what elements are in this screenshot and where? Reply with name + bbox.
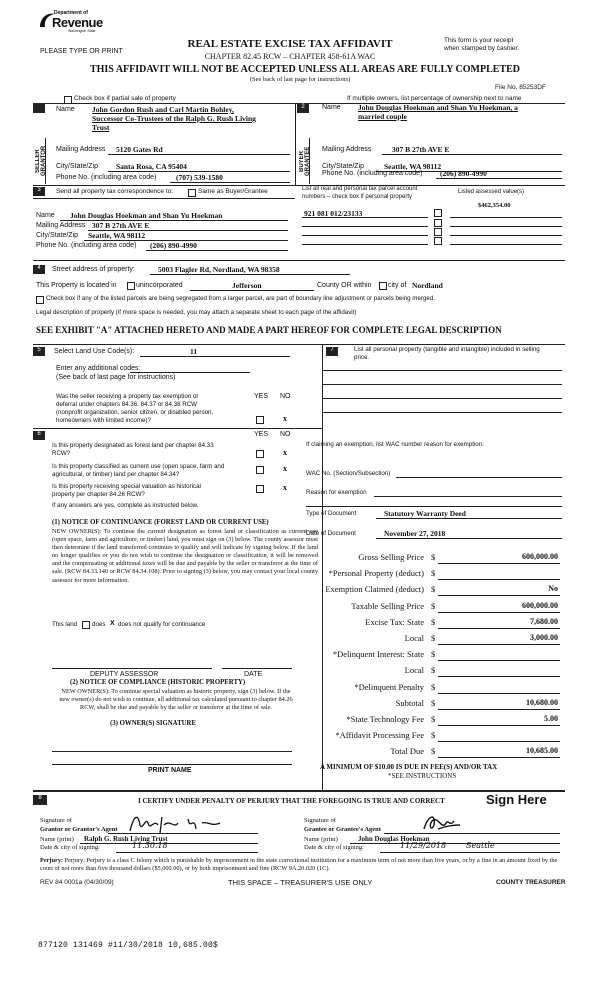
notice-compliance-title: (2) NOTICE OF COMPLIANCE (HISTORIC PROPERTY)	[70, 679, 246, 686]
seller-name-label: Name	[56, 106, 75, 113]
section-1-marker	[33, 104, 45, 113]
tax-row-dollar: $	[431, 746, 436, 756]
same-as-buyer-checkbox[interactable]	[188, 189, 196, 197]
does-label: does	[92, 621, 106, 628]
buyer-name-line-2: married couple	[358, 112, 407, 121]
tax-name-value: John Douglas Hoekman and Shan Yu Hoekman	[70, 211, 223, 220]
grantor-sig-label-1: Signature of	[40, 817, 72, 824]
grantee-date-value: 11/29/2018	[400, 841, 447, 850]
this-land-label: This land	[52, 621, 78, 628]
dor-logo	[38, 8, 103, 33]
print-name-label: PRINT NAME	[148, 767, 192, 774]
s5-q1-line-3: (nonprofit organization, senior citizen, or disabled person,	[56, 409, 214, 416]
s6-q1-yes-checkbox[interactable]	[256, 450, 264, 458]
logo-main-text: Revenue	[52, 15, 103, 30]
parcel-4-personal-checkbox[interactable]	[434, 237, 442, 245]
section-6-marker: 6	[33, 431, 45, 440]
seller-name-line-1: John Gordon Rush and Carl Martin Bohley,	[92, 105, 234, 114]
tax-row-label: Local	[404, 633, 424, 643]
tax-row-value: 10,680.00	[526, 698, 558, 707]
minimum-fee-line-1: A MINIMUM OF $10.00 IS DUE IN FEE(S) AND/OR TAX	[320, 763, 498, 771]
tax-row-label: Exemption Claimed (deduct)	[325, 584, 424, 594]
tax-row-value: 600,000.00	[522, 552, 558, 561]
revision-text: REV 84 0001a (04/30/09)	[40, 879, 114, 886]
buyer-grantee-label: BUYER GRANTEE	[299, 146, 311, 176]
perjury-text: Perjury: Perjury is a class C felony which is punishable by imprisonment in the state correctional institution for a maximum term of not more than five years, or by a fine in an amount fixed by the court of not more than five thousand dollars ($5,000.00), or by both imprisonment and fine (RCW 9A.20.020 (1C).	[40, 857, 558, 872]
tax-row-label: Subtotal	[395, 698, 424, 708]
tax-row-dollar: $	[431, 584, 436, 594]
parcel-header-2: numbers – check box if personal property	[302, 194, 413, 200]
tax-row-label: *Delinquent Penalty	[354, 682, 424, 692]
buyer-city-value: Seattle, WA 98112	[384, 162, 442, 171]
seller-name-line-2: Successor Co-Trustees of the Ralph G. Rush Living	[92, 114, 256, 123]
located-in-label: This Property is located in	[36, 282, 117, 289]
section6-yes-header: YES	[254, 431, 269, 438]
type-document-value: Statutory Warranty Deed	[384, 509, 466, 518]
buyer-name-label: Name	[322, 104, 341, 111]
minimum-fee-line-2: *SEE INSTRUCTIONS	[388, 772, 457, 780]
does-not-label: does not qualify for continuance	[118, 621, 206, 628]
receipt-line-1: This form is your receipt	[444, 37, 514, 44]
s6-q1-line-1: Is this property designated as forest land per chapter 84.33	[52, 442, 214, 449]
tax-row-dollar: $	[431, 633, 436, 643]
exhibit-text: SEE EXHIBIT "A" ATTACHED HERETO AND MADE A PART HEREOF FOR COMPLETE LEGAL DESCRIPTION	[36, 325, 502, 335]
receipt-line-2: when stamped by cashier.	[444, 45, 520, 52]
assessed-header: Listed assessed value(s)	[458, 189, 525, 195]
see-back-text: (See back of last page for instructions)	[249, 76, 351, 83]
county-treasurer-text: COUNTY TREASURER	[496, 879, 566, 886]
section-8-marker: 8	[33, 795, 47, 805]
tax-mailing-value: 307 B 27th AVE E	[92, 221, 150, 230]
s5-q1-line-2: deferral under chapters 84.36, 84.37 or 84.38 RCW	[56, 401, 198, 408]
buyer-city-label: City/State/Zip	[322, 163, 365, 170]
reason-exemption-label: Reason for exemption	[306, 489, 367, 496]
tax-city-value: Seattle, WA 98112	[88, 231, 146, 240]
notice-continuance-body: NEW OWNER(S): To continue the current designation as forest land or classification as current use (open space, farm and agriculture, or timber) land, you must sign on (3) below. The county assessor must then determine if the land transferred continues to qualify and will indicate by signing below. If the land no longer qualifies or you do not wish to continue the designation or classification, it will be removed and the compensating or additional taxes will be due and payable by the seller or transferor at the time of sale. (RCW 84.33.140 or RCW 84.34.108). Prior to signing (3) below, you may contact your local county assessor for more information.	[52, 528, 318, 584]
unincorporated-label: unincorporated	[136, 282, 183, 289]
tax-row-dollar: $	[431, 617, 436, 627]
please-type-text: PLEASE TYPE OR PRINT	[40, 48, 123, 55]
exemption-claim-label: If claiming an exemption, list WAC number reason for exemption:	[306, 441, 484, 448]
grantee-date-label: Date & city of signing:	[304, 844, 364, 851]
file-number: File No. 85253DF	[495, 84, 546, 91]
seller-name-line-3: Trust	[92, 123, 110, 132]
tax-row-dollar: $	[431, 665, 436, 675]
does-not-mark: X	[110, 620, 115, 627]
seller-mailing-label: Mailing Address	[56, 146, 106, 153]
tax-row-value: 10,685.00	[526, 746, 558, 755]
grantor-sig-label-2: Grantor or Grantor's Agent	[40, 826, 118, 833]
s5-q1-line-4: homeowners with limited income)?	[56, 417, 151, 424]
does-qualify-checkbox[interactable]	[82, 621, 90, 629]
same-as-buyer-label: Same as Buyer/Grantee	[198, 188, 268, 195]
parcel-header-1: List all real and personal tax parcel account	[302, 186, 418, 192]
tax-row-dollar: $	[431, 682, 436, 692]
tax-row-label: *Affidavit Processing Fee	[335, 730, 424, 740]
assessed-value: $462,354.00	[478, 202, 511, 209]
form-title: REAL ESTATE EXCISE TAX AFFIDAVIT	[187, 38, 393, 50]
street-value: 5003 Flagler Rd, Nordland, WA 98358	[158, 265, 280, 274]
s6-q2-line-2: agricultural, or timber) land per chapter 84.34?	[52, 471, 180, 478]
s6-q3-yes-checkbox[interactable]	[256, 485, 264, 493]
buyer-phone-label: Phone No. (including area code)	[322, 170, 423, 177]
s6-q3-line-2: property per chapter 84.26 RCW?	[52, 491, 145, 498]
s6-q3-no-answer: x	[283, 483, 287, 492]
grantee-city-value: Seattle	[466, 841, 495, 850]
tax-row-label: Excise Tax: State	[365, 617, 424, 627]
legal-description-label: Legal description of property (if more space is needed, you may attach a separate sheet to each page of the affidavit)	[36, 309, 357, 316]
county-value: Jefferson	[232, 281, 262, 290]
any-yes-note: If any answers are yes, complete as instructed below.	[52, 502, 199, 509]
tax-phone-value: (206) 890-4990	[150, 241, 197, 250]
section5-yes-header: YES	[254, 393, 269, 400]
tax-row-dollar: $	[431, 714, 436, 724]
tax-row-label: *Delinquent Interest: State	[332, 649, 424, 659]
grantee-sig-label-2: Grantee or Grantee's Agent	[304, 826, 381, 833]
certify-text: I CERTIFY UNDER PENALTY OF PERJURY THAT THE FOREGOING IS TRUE AND CORRECT	[138, 797, 445, 805]
partial-sale-label: Check box if partial sale of property	[74, 95, 176, 102]
tax-city-label: City/State/Zip	[36, 232, 79, 239]
s6-q3-line-1: Is this property receiving special valuation as historical	[52, 483, 201, 490]
buyer-name-line-1: John Douglas Hoekman and Shan Yu Hoekman, a	[358, 103, 518, 112]
grantor-name-value: Ralph G. Rush Living Trust	[84, 835, 168, 843]
unincorporated-checkbox[interactable]	[127, 282, 135, 290]
section6-no-header: NO	[280, 431, 291, 438]
grantor-date-value: 11.30.18	[132, 841, 168, 850]
notice-compliance-body: NEW OWNER(S): To continue special valuation as historic property, sign (3) below. If the new owner(s) do not wish to continue, all additional tax calculated pursuant to chapter 84.26 RCW, shall be due and payable by the seller or transferor at the time of sale.	[59, 688, 293, 711]
wac-no-label: WAC No. (Section/Subsection)	[306, 470, 391, 477]
s5-q1-yes-checkbox[interactable]	[256, 416, 264, 424]
personal-property-line-1: List all personal property (tangible and intangible) included in selling	[354, 346, 540, 353]
date-document-value: November 27, 2018	[384, 529, 446, 538]
section5-no-header: NO	[280, 393, 291, 400]
perjury-bold: Perjury:	[40, 857, 64, 864]
section-5-marker: 5	[33, 347, 45, 356]
tax-row-label: *Personal Property (deduct)	[328, 568, 424, 578]
land-use-label: Select Land Use Code(s):	[54, 348, 135, 355]
personal-property-line-2: price.	[354, 354, 370, 361]
s6-q1-no-answer: x	[283, 448, 287, 457]
parcel-3-personal-checkbox[interactable]	[434, 228, 442, 236]
s5-q1-no-answer: x	[283, 414, 287, 423]
grantor-date-label: Date & city of signing:	[40, 844, 100, 851]
form-chapters: CHAPTER 82.45 RCW – CHAPTER 458-61A WAC	[204, 52, 376, 61]
city-of-label: city of	[388, 282, 407, 289]
grantee-signature	[420, 811, 480, 835]
send-correspondence-label: Send all property tax correspondence to:	[56, 188, 174, 195]
s6-q2-line-1: Is this property classified as current use (open space, farm and	[52, 463, 225, 470]
seller-phone-value: (707) 539-1580	[176, 173, 223, 182]
multiple-owners-label: If multiple owners, list percentage of ownership next to name	[347, 95, 522, 102]
additional-codes-label: Enter any additional codes:	[56, 365, 141, 372]
section-4-marker: 4	[33, 265, 45, 274]
street-label: Street address of property:	[52, 266, 135, 273]
s5-q1-line-1: Was the seller receiving a property tax exemption or	[56, 393, 199, 400]
segregated-label: Check box if any of the listed parcels are being segregated from a larger parcel, are part of boundary line adjustment or parcels being merged.	[46, 295, 435, 302]
s6-q2-yes-checkbox[interactable]	[256, 466, 264, 474]
perjury-notice	[40, 857, 562, 873]
notice-continuance-title: (1) NOTICE OF CONTINUANCE (FOREST LAND OR CURRENT USE)	[52, 519, 269, 526]
tax-name-label: Name	[36, 212, 55, 219]
section-7-marker: 7	[326, 347, 338, 356]
section-3-marker: 3	[33, 187, 45, 196]
date-document-label: Date of Document	[306, 530, 356, 537]
tax-row-value: 7,680.00	[530, 617, 558, 626]
tax-row-dollar: $	[431, 649, 436, 659]
land-use-code: 11	[190, 347, 198, 356]
tax-row-label: Taxable Selling Price	[351, 601, 424, 611]
s6-q2-no-answer: x	[283, 464, 287, 473]
additional-codes-note: (See back of last page for instructions)	[56, 374, 176, 381]
logo-sub-text: Washington State	[68, 29, 96, 33]
tax-row-dollar: $	[431, 730, 436, 740]
section-2-marker: 2	[297, 104, 309, 113]
buyer-phone-value: (206) 890-4990	[440, 169, 487, 178]
logo-top-text: Department of	[54, 10, 88, 16]
s6-q1-line-2: RCW?	[52, 450, 71, 457]
parcel-number-1: 921 081 012/23133	[304, 209, 363, 218]
grantee-name-value: John Douglas Hoekman	[358, 835, 430, 843]
segregated-checkbox[interactable]	[36, 296, 44, 304]
seller-city-value: Santa Rosa, CA 95404	[116, 162, 187, 171]
grantor-name-label: Name (print)	[40, 836, 74, 843]
county-or-label: County OR within	[317, 282, 372, 289]
warning-text: THIS AFFIDAVIT WILL NOT BE ACCEPTED UNLESS ALL AREAS ARE FULLY COMPLETED	[89, 64, 521, 75]
grantee-sig-label-1: Signature of	[304, 817, 336, 824]
parcel-2-personal-checkbox[interactable]	[434, 219, 442, 227]
treasurer-space-text: THIS SPACE – TREASURER'S USE ONLY	[228, 878, 373, 887]
tax-row-value: 600,000.00	[522, 601, 558, 610]
buyer-mailing-label: Mailing Address	[322, 146, 372, 153]
tax-row-value: No	[548, 584, 558, 593]
tax-row-value: 5.00	[544, 714, 558, 723]
tax-row-dollar: $	[431, 698, 436, 708]
type-document-label: Type of Document	[306, 510, 357, 517]
parcel-1-personal-checkbox[interactable]	[434, 209, 442, 217]
tax-row-label: Gross Selling Price	[358, 552, 424, 562]
buyer-mailing-value: 307 B 27th AVE E	[392, 145, 450, 154]
tax-row-label: Total Due	[390, 746, 424, 756]
seller-phone-label: Phone No. (including area code)	[56, 174, 157, 181]
tax-phone-label: Phone No. (including area code)	[36, 242, 137, 249]
deputy-date-label: DATE	[244, 671, 263, 678]
seller-city-label: City/State/Zip	[56, 163, 99, 170]
tax-row-dollar: $	[431, 552, 436, 562]
sign-here-text: Sign Here	[486, 792, 547, 807]
city-checkbox[interactable]	[379, 282, 387, 290]
deputy-assessor-label: DEPUTY ASSESSOR	[90, 671, 159, 678]
city-value: Nordland	[412, 281, 443, 290]
tax-row-dollar: $	[431, 568, 436, 578]
tax-row-dollar: $	[431, 601, 436, 611]
tax-row-value: 3,000.00	[530, 633, 558, 642]
cashier-stamp: 877120 131469 #11/30/2018 10,685.00$	[38, 941, 219, 950]
tax-row-label: Local	[404, 665, 424, 675]
grantee-name-label: Name (print)	[304, 836, 338, 843]
seller-grantor-label: SELLER GRANTOR	[35, 145, 47, 177]
owner-signature-label: (3) OWNER(S) SIGNATURE	[110, 720, 196, 727]
seller-mailing-value: 5120 Gates Rd	[116, 145, 163, 154]
tax-mailing-label: Mailing Address	[36, 222, 86, 229]
tax-row-label: *State Technology Fee	[346, 714, 424, 724]
